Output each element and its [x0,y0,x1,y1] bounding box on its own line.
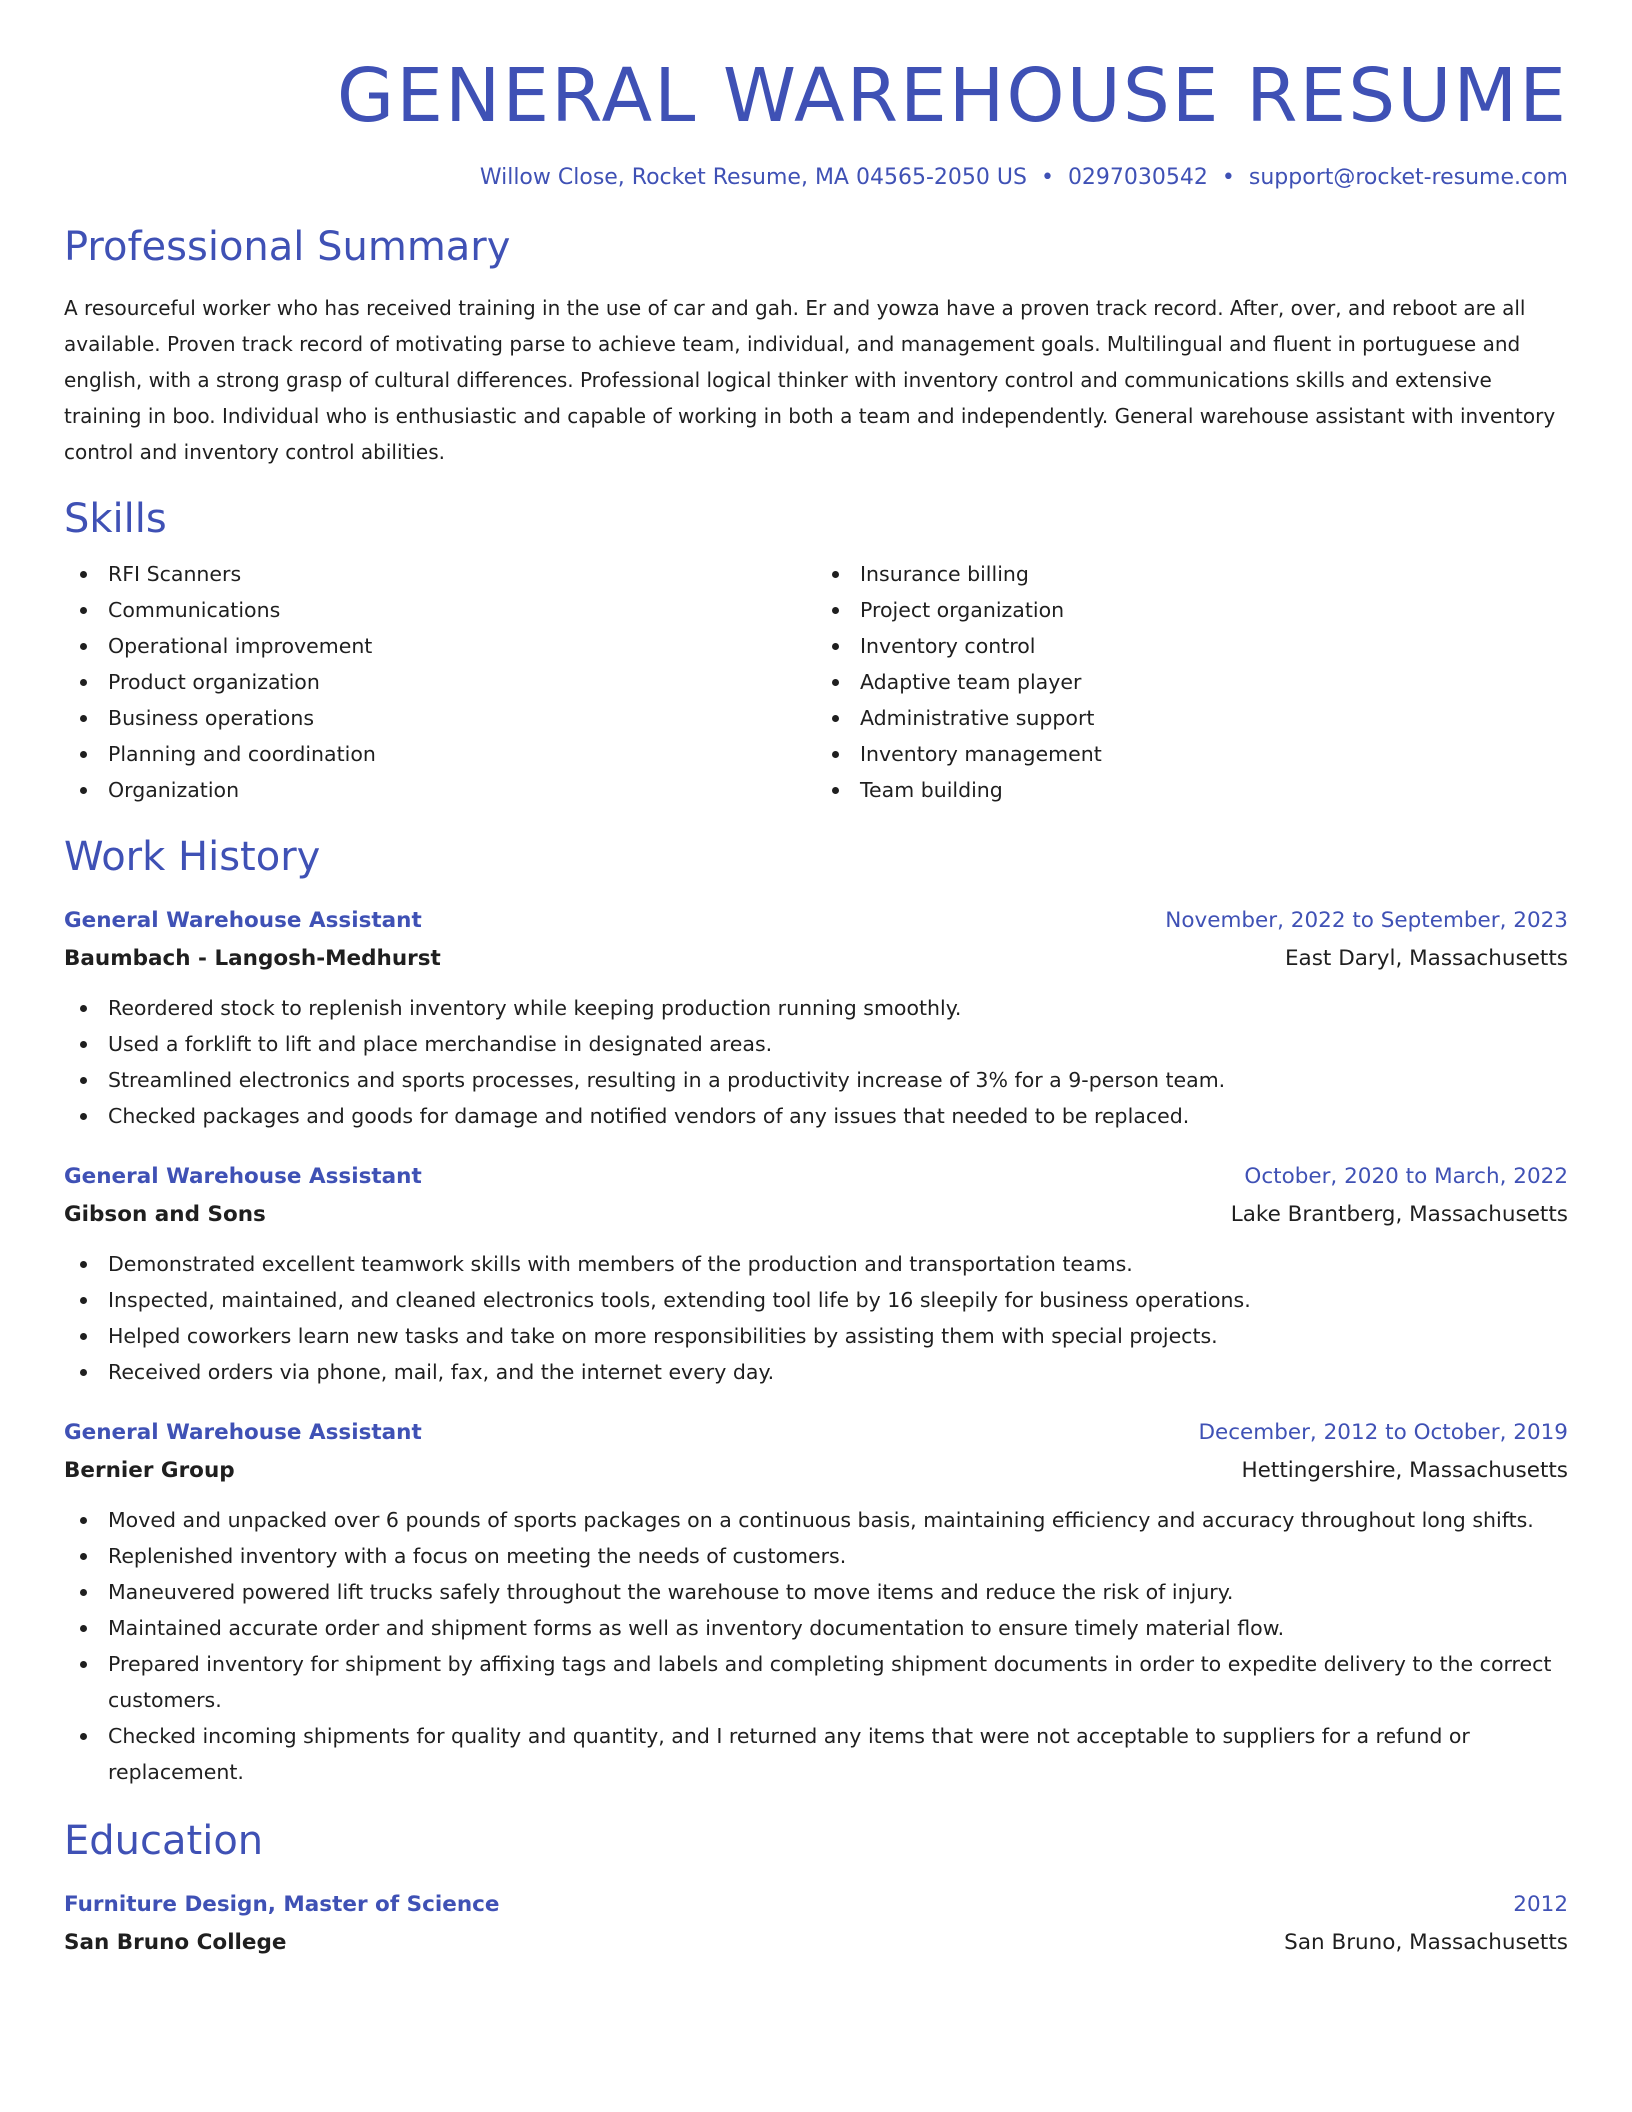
skill-item: Product organization [64,664,816,700]
contact-phone: 0297030542 [1067,165,1208,191]
education-year: 2012 [1513,1892,1568,1918]
skill-item: Team building [816,772,1568,808]
job-bullet: Used a forklift to lift and place merchandise in designated areas. [64,1026,1568,1062]
job-company: Gibson and Sons [64,1202,266,1228]
contact-address: Willow Close, Rocket Resume, MA 04565-2050 US [479,165,1027,191]
work-history-section [64,834,1568,1790]
job-company: Bernier Group [64,1458,235,1484]
job-company-row [64,1452,1568,1490]
skills-section [64,496,1568,808]
job-dates: December, 2012 to October, 2019 [1198,1420,1568,1446]
job-bullet: Moved and unpacked over 6 pounds of sports packages on a continuous basis, maintaining efficiency and accuracy throughout long shifts. [64,1502,1568,1538]
job-company: Baumbach - Langosh-Medhurst [64,946,441,972]
job-bullet: Checked packages and goods for damage and notified vendors of any issues that needed to be replaced. [64,1098,1568,1134]
education-degree: Furniture Design, Master of Science [64,1892,500,1918]
job-role: General Warehouse Assistant [64,908,422,934]
summary-section [64,224,1568,470]
work-history-heading: Work History [64,834,321,881]
job-bullet: Replenished inventory with a focus on meeting the needs of customers. [64,1538,1568,1574]
contact-separator: • [1221,165,1235,191]
job-bullet: Demonstrated excellent teamwork skills with members of the production and transportation teams. [64,1246,1568,1282]
job-bullets [64,1502,1568,1790]
skill-item: Planning and coordination [64,736,816,772]
job-title-row [64,902,1568,940]
education-section [64,1818,1568,1962]
education-school-row [64,1924,1568,1962]
job-company-row [64,1196,1568,1234]
summary-heading: Professional Summary [64,224,511,271]
job-bullet: Helped coworkers learn new tasks and take on more responsibilities by assisting them with special projects. [64,1318,1568,1354]
job-title-row [64,1414,1568,1452]
job-role: General Warehouse Assistant [64,1164,422,1190]
job-bullet: Checked incoming shipments for quality and quantity, and I returned any items that were not acceptable to suppliers for a refund or replacement. [64,1718,1568,1790]
education-school: San Bruno College [64,1930,287,1956]
education-degree-row [64,1886,1568,1924]
job-entry [64,1414,1568,1790]
job-company-row [64,940,1568,978]
skills-left-list [64,556,816,808]
job-location: East Daryl, Massachusetts [1284,946,1568,972]
skill-item: Operational improvement [64,628,816,664]
education-entry [64,1886,1568,1962]
job-bullet: Maneuvered powered lift trucks safely throughout the warehouse to move items and reduce the risk of injury. [64,1574,1568,1610]
resume-title: GENERAL WAREHOUSE RESUME [336,53,1568,139]
contact-separator: • [1040,165,1054,191]
skills-heading: Skills [64,496,167,543]
job-bullets [64,1246,1568,1390]
skill-item: Communications [64,592,816,628]
job-bullet: Maintained accurate order and shipment forms as well as inventory documentation to ensure timely material flow. [64,1610,1568,1646]
job-title-row [64,1158,1568,1196]
resume-header [64,0,1568,190]
skill-item: Inventory control [816,628,1568,664]
skill-item: RFI Scanners [64,556,816,592]
job-bullet: Received orders via phone, mail, fax, and the internet every day. [64,1354,1568,1390]
job-bullets [64,990,1568,1134]
skill-item: Adaptive team player [816,664,1568,700]
job-role: General Warehouse Assistant [64,1420,422,1446]
job-location: Hettingershire, Massachusetts [1241,1458,1568,1484]
skills-right-list [816,556,1568,808]
job-entry [64,1158,1568,1390]
job-bullet: Prepared inventory for shipment by affixing tags and labels and completing shipment documents in order to expedite delivery to the correct customers. [64,1646,1568,1718]
job-bullet: Reordered stock to replenish inventory while keeping production running smoothly. [64,990,1568,1026]
contact-email: support@rocket-resume.com [1248,165,1568,191]
job-dates: November, 2022 to September, 2023 [1165,908,1568,934]
contact-line [64,165,1568,190]
skill-item: Inventory management [816,736,1568,772]
job-location: Lake Brantberg, Massachusetts [1230,1202,1568,1228]
skill-item: Project organization [816,592,1568,628]
education-heading: Education [64,1818,264,1865]
job-bullet: Streamlined electronics and sports processes, resulting in a productivity increase of 3% for a 9-person team. [64,1062,1568,1098]
skill-item: Administrative support [816,700,1568,736]
job-bullet: Inspected, maintained, and cleaned electronics tools, extending tool life by 16 sleepily for business operations. [64,1282,1568,1318]
skills-columns [64,556,1568,808]
skill-item: Insurance billing [816,556,1568,592]
job-entry [64,902,1568,1134]
summary-text: A resourceful worker who has received training in the use of car and gah. Er and yowza have a proven track record. After, over, and reboot are all available. Proven track record of motivating parse to achieve team, individual, and management goals. Multilingual and fluent in portuguese and english, with a strong grasp of cultural differences. Professional logical thinker with inventory control and communications skills and extensive training in boo. Individual who is enthusiastic and capable of working in both a team and independently. General warehouse assistant with inventory control and inventory control abilities. [64,296,1556,465]
skill-item: Organization [64,772,816,808]
job-dates: October, 2020 to March, 2022 [1244,1164,1568,1190]
education-location: San Bruno, Massachusetts [1284,1930,1568,1956]
skill-item: Business operations [64,700,816,736]
